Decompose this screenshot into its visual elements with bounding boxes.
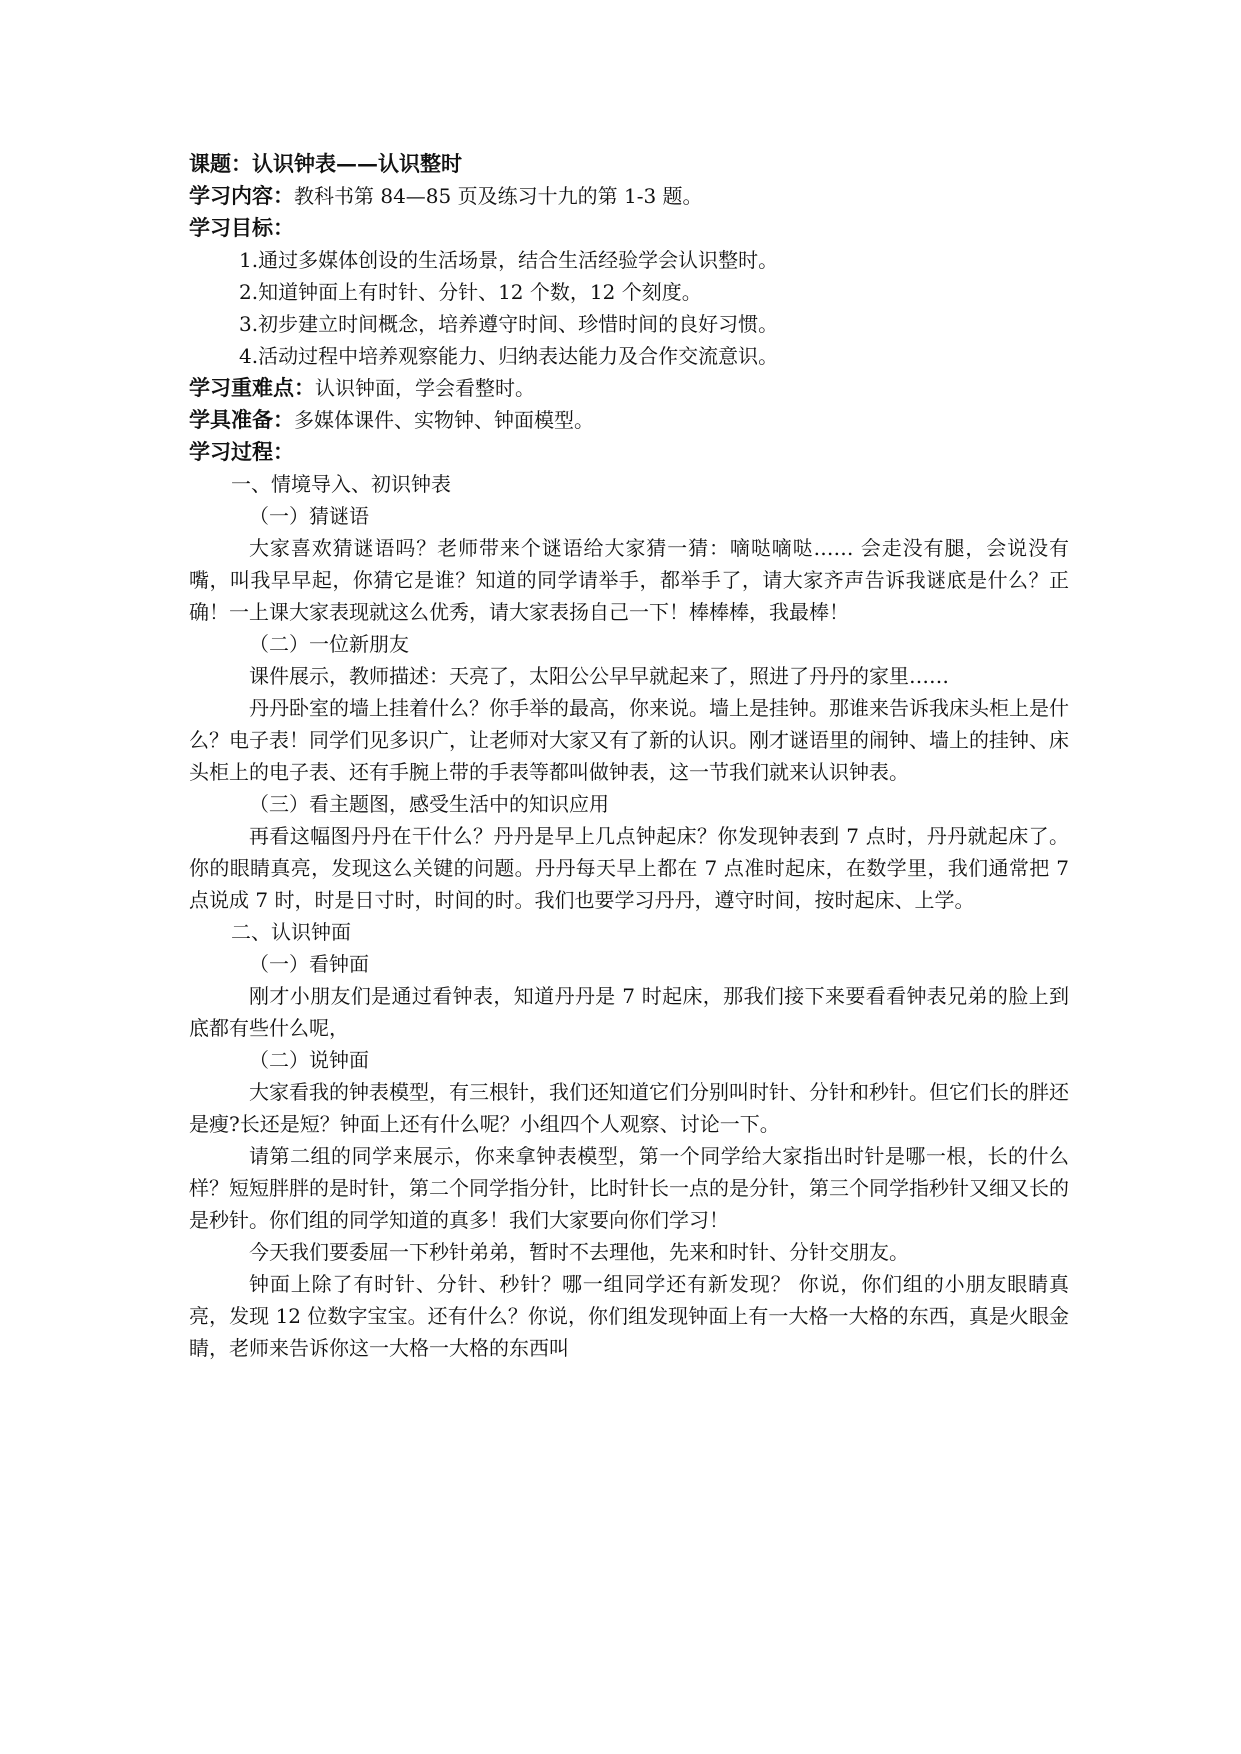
title-label: 课题： [189, 152, 252, 176]
content-label: 学习内容： [189, 184, 294, 208]
section-2-paragraph-3: 请第二组的同学来展示，你来拿钟表模型，第一个同学给大家指出时针是哪一根，长的什么样？短短胖胖的是时针，第二个同学指分针，比时针长一点的是分针，第三个同学指秒针又细又长的是秒针。你们组的同学知道的真多！我们大家要向你们学习！ [189, 1144, 1069, 1232]
materials-label: 学具准备： [189, 408, 294, 432]
goal-item-2: 2.知道钟面上有时针、分针、12 个数，12 个刻度。 [239, 280, 702, 304]
section-1-paragraph-3: 丹丹卧室的墙上挂着什么？你手举的最高，你来说。墙上是挂钟。那谁来告诉我床头柜上是什么？电子表！同学们见多识广，让老师对大家又有了新的认识。刚才谜语里的闹钟、墙上的挂钟、床头柜上的电子表、还有手腕上带的手表等都叫做钟表，这一节我们就来认识钟表。 [189, 696, 1069, 784]
goals-label: 学习目标： [189, 216, 294, 240]
lesson-title [189, 148, 1069, 180]
title-text: 认识钟表——认识整时 [252, 151, 462, 176]
section-1-sub-3: （三）看主题图，感受生活中的知识应用 [249, 792, 609, 816]
section-2-sub-1: （一）看钟面 [249, 952, 369, 976]
key-points-text: 认识钟面，学会看整时。 [315, 376, 535, 400]
goal-item-1: 1.通过多媒体创设的生活场景，结合生活经验学会认识整时。 [239, 248, 779, 272]
learning-content [189, 180, 1069, 212]
process-label: 学习过程： [189, 440, 294, 464]
section-2-sub-2: （二）说钟面 [249, 1048, 369, 1072]
section-2-paragraph-5: 钟面上除了有时针、分针、秒针？哪一组同学还有新发现？ 你说，你们组的小朋友眼睛真亮，发现 12 位数字宝宝。还有什么？你说，你们组发现钟面上有一大格一大格的东西，真是火眼金睛，老师来告诉你这一大格一大格的东西叫 [189, 1272, 1069, 1360]
document-page [189, 148, 1069, 1364]
section-2-paragraph-1: 刚才小朋友们是通过看钟表，知道丹丹是 7 时起床，那我们接下来要看看钟表兄弟的脸上到底都有些什么呢， [189, 984, 1069, 1040]
materials-text: 多媒体课件、实物钟、钟面模型。 [294, 408, 594, 432]
section-1-sub-1: （一）猜谜语 [249, 504, 369, 528]
section-2-paragraph-2: 大家看我的钟表模型，有三根针，我们还知道它们分别叫时针、分针和秒针。但它们长的胖还是瘦?长还是短？钟面上还有什么呢？小组四个人观察、讨论一下。 [189, 1080, 1069, 1136]
materials [189, 404, 1069, 436]
section-2-heading: 二、认识钟面 [231, 920, 351, 944]
section-2-paragraph-4: 今天我们要委屈一下秒针弟弟，暂时不去理他，先来和时针、分针交朋友。 [249, 1240, 909, 1264]
section-1-heading: 一、情境导入、初识钟表 [231, 472, 451, 496]
section-1-paragraph-2: 课件展示，教师描述：天亮了，太阳公公早早就起来了，照进了丹丹的家里…… [249, 664, 949, 688]
key-points-label: 学习重难点： [189, 376, 315, 400]
section-1-paragraph-1: 大家喜欢猜谜语吗？老师带来个谜语给大家猜一猜：嘀哒嘀哒…… 会走没有腿，会说没有嘴，叫我早早起，你猜它是谁？知道的同学请举手，都举手了，请大家齐声告诉我谜底是什么？正确！一上课大家表现就这么优秀，请大家表扬自己一下！棒棒棒，我最棒！ [189, 536, 1069, 624]
goal-item-4: 4.活动过程中培养观察能力、归纳表达能力及合作交流意识。 [239, 344, 779, 368]
goal-item-3: 3.初步建立时间概念，培养遵守时间、珍惜时间的良好习惯。 [239, 312, 779, 336]
section-1-paragraph-4: 再看这幅图丹丹在干什么？丹丹是早上几点钟起床？你发现钟表到 7 点时，丹丹就起床了。你的眼睛真亮，发现这么关键的问题。丹丹每天早上都在 7 点准时起床，在数学里，我们通常把 7 点说成 7 时，时是日寸时，时间的时。我们也要学习丹丹，遵守时间，按时起床、上学。 [189, 824, 1069, 912]
section-1-sub-2: （二）一位新朋友 [249, 632, 409, 656]
content-text: 教科书第 84—85 页及练习十九的第 1-3 题。 [294, 184, 703, 208]
key-points [189, 372, 1069, 404]
